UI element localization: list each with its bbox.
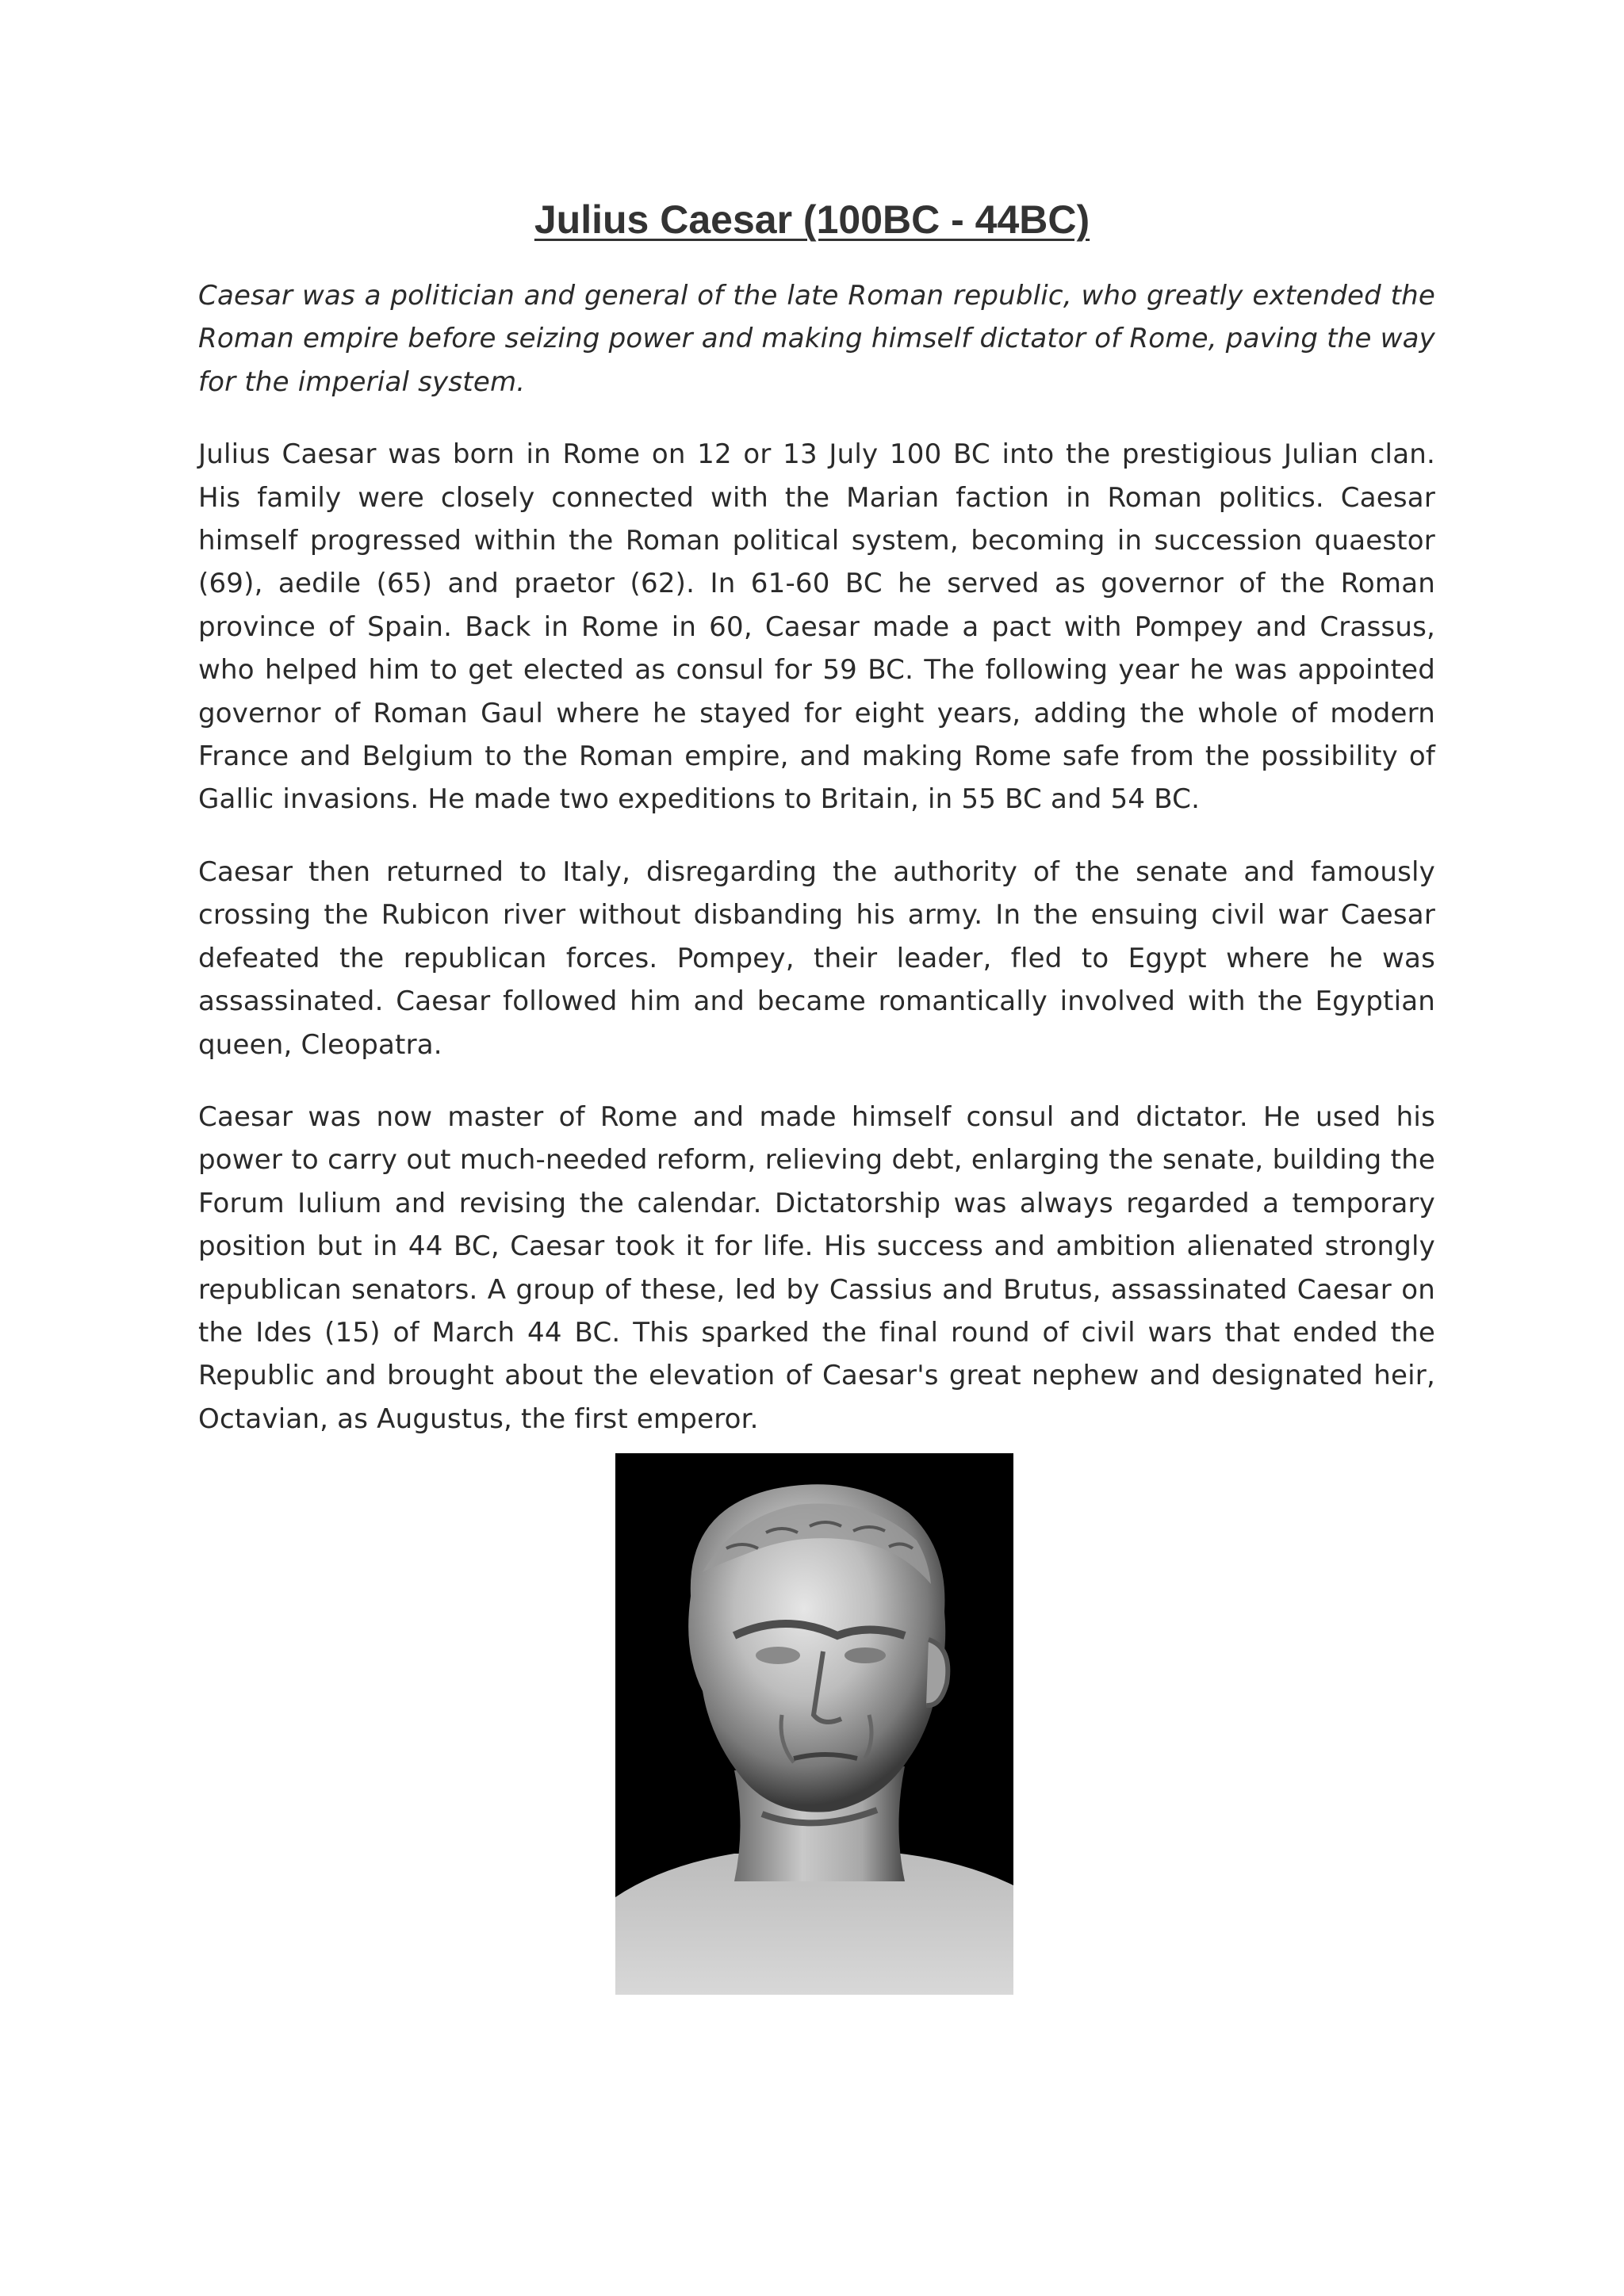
bust-illustration	[615, 1453, 1013, 1995]
bust-photo	[615, 1453, 1013, 1995]
body-paragraph-civil-war: Caesar then returned to Italy, disregarding the authority of the senate and famously crossing the Rubicon river without disbanding his army. In the ensuing civil war Caesar defeated the republican forces. Pompey, their leader, fled to Egypt where he was assassinated. Caesar followed him and became romantically involved with the Egyptian queen, Cleopatra.	[198, 855, 1435, 1061]
body-paragraph-early-life: Julius Caesar was born in Rome on 12 or 13 July 100 BC into the prestigious Julian clan. His family were closely connected with the Marian faction in Roman politics. Caesar himself progressed within the Roman political system, becoming in succession quaestor (69), aedile (65) and praetor (62). In 61-60 BC he served as governor of the Roman province of Spain. Back in Rome in 60, Caesar made a pact with Pompey and Crassus, who helped him to get elected as consul for 59 BC. The following year he was appointed governor of Roman Gaul where he stayed for eight years, adding the whole of modern France and Belgium to the Roman empire, and making Rome safe from the possibility of Gallic invasions. He made two expeditions to Britain, in 55 BC and 54 BC.	[198, 438, 1435, 816]
article-body	[198, 274, 1435, 1470]
page-title: Julius Caesar (100BC - 44BC)	[534, 197, 1090, 242]
intro-paragraph: Caesar was a politician and general of the late Roman republic, who greatly extended the Roman empire before seizing power and making himself dictator of Rome, paving the way for the imperial system.	[198, 280, 1435, 398]
body-paragraph-dictatorship: Caesar was now master of Rome and made himself consul and dictator. He used his power to carry out much-needed reform, relieving debt, enlarging the senate, building the Forum Iulium and revising the calendar. Dictatorship was always regarded a temporary position but in 44 BC, Caesar took it for life. His success and ambition alienated strongly republican senators. A group of these, led by Cassius and Brutus, assassinated Caesar on the Ides (15) of March 44 BC. This sparked the final round of civil wars that ended the Republic and brought about the elevation of Caesar's great nephew and designated heir, Octavian, as Augustus, the first emperor.	[198, 1100, 1435, 1435]
